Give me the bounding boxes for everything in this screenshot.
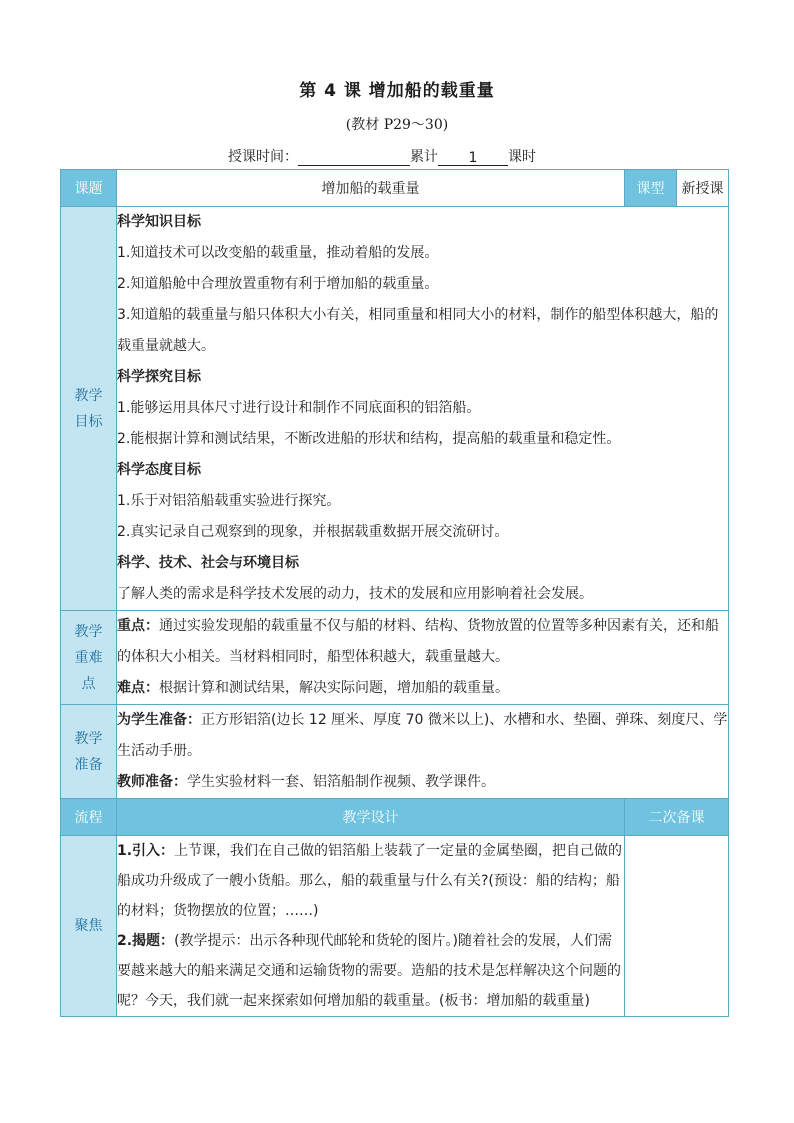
key-points-row (61, 611, 729, 705)
teacher-prep: 教师准备：学生实验材料一套、铝箔船制作视频、教学课件。 (117, 774, 495, 790)
reveal-paragraph: 2.揭题：(教学提示：出示各种现代邮轮和货轮的图片。)随着社会的发展，人们需要越来越大的船来满足交通和运输货物的需要。造船的技术是怎样解决这个问题的呢？今天，我们就一起来探索如何增加船的载重量。(板书：增加船的载重量) (117, 933, 621, 1009)
revision-cell (625, 836, 729, 1017)
lesson-title: 第 4 课 增加船的载重量 (299, 81, 495, 101)
lesson-time-line (228, 146, 536, 166)
goal-item: 1.能够运用具体尺寸进行设计和制作不同底面积的铝箔船。 (117, 400, 481, 416)
prep-content (117, 705, 729, 799)
intro-paragraph: 1.引入：上节课，我们在自己做的铝箔船上装载了一定量的金属垫圈，把自己做的船成功升级成了一艘小货船。那么，船的载重量与什么有关?(预设：船的结构；船的材料；货物摆放的位置；……) (117, 843, 623, 919)
key-points-label: 教学 重难 点 (61, 611, 117, 705)
difficult-point: 难点：根据计算和测试结果，解决实际问题，增加船的载重量。 (117, 680, 509, 696)
topic-row (61, 170, 729, 207)
goal-item: 2.能根据计算和测试结果，不断改进船的形状和结构，提高船的载重量和稳定性。 (117, 431, 621, 447)
student-prep: 为学生准备：正方形铝箔(边长 12 厘米、厚度 70 微米以上)、水槽和水、垫圈、弹珠、刻度尺、学生活动手册。 (117, 712, 728, 759)
prep-label: 教学 准备 (61, 705, 117, 799)
goal-heading: 科学态度目标 (117, 462, 201, 478)
goal-item: 2.真实记录自己观察到的现象，并根据载重数据开展交流研讨。 (117, 524, 509, 540)
total-blank: 1 (438, 151, 508, 166)
focus-row (61, 836, 729, 1017)
goal-item: 1.乐于对铝箔船载重实验进行探究。 (117, 493, 341, 509)
design-col-header: 教学设计 (117, 799, 625, 836)
goal-item: 3.知道船的载重量与船只体积大小有关，相同重量和相同大小的材料，制作的船型体积越大，船的载重量就越大。 (117, 307, 719, 354)
textbook-pages: (教材 P29～30) (345, 117, 449, 133)
goals-content (117, 207, 729, 611)
time-blank (298, 151, 410, 166)
topic-label: 课题 (61, 170, 117, 207)
goal-heading: 科学知识目标 (117, 214, 201, 230)
goal-heading: 科学探究目标 (117, 369, 201, 385)
process-header-row (61, 799, 729, 836)
revision-col-header: 二次备课 (625, 799, 729, 836)
goal-item: 了解人类的需求是科学技术发展的动力，技术的发展和应用影响着社会发展。 (117, 586, 593, 602)
goal-item: 1.知道技术可以改变船的载重量，推动着船的发展。 (117, 245, 439, 261)
prep-row (61, 705, 729, 799)
time-label: 授课时间： (228, 149, 298, 165)
goal-item: 2.知道船舱中合理放置重物有利于增加船的载重量。 (117, 276, 439, 292)
lesson-plan-table (60, 169, 729, 1017)
goals-label: 教学 目标 (61, 207, 117, 611)
process-col-header: 流程 (61, 799, 117, 836)
focus-content (117, 836, 625, 1017)
total-label: 累计 (410, 149, 438, 165)
key-points-content (117, 611, 729, 705)
goals-row (61, 207, 729, 611)
key-point: 重点：通过实验发现船的载重量不仅与船的材料、结构、货物放置的位置等多种因素有关，还和船的体积大小相关。当材料相同时，船型体积越大，载重量越大。 (117, 618, 719, 665)
goal-heading: 科学、技术、社会与环境目标 (117, 555, 299, 571)
lesson-type-value: 新授课 (677, 170, 729, 207)
focus-label: 聚焦 (61, 836, 117, 1017)
unit-label: 课时 (508, 149, 536, 165)
lesson-type-label: 课型 (625, 170, 677, 207)
topic-value: 增加船的载重量 (117, 170, 625, 207)
